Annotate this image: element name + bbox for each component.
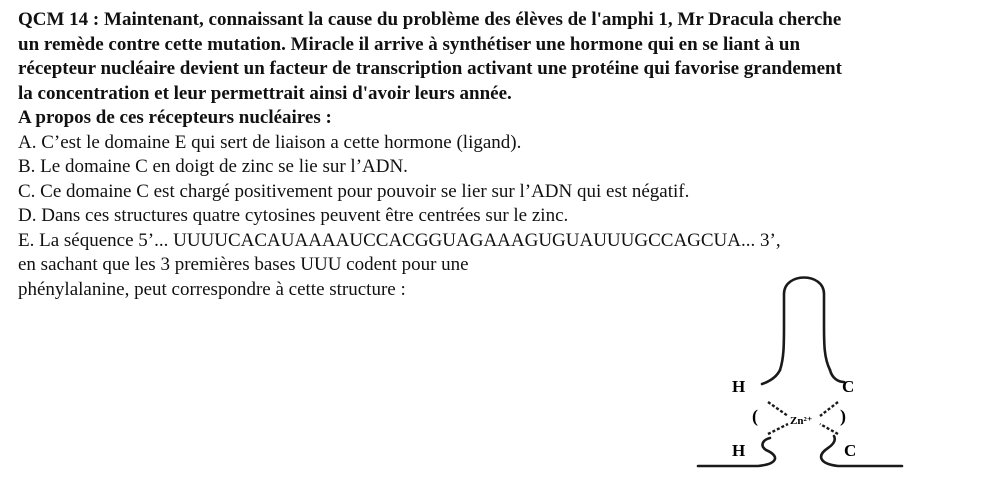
zinc-finger-svg <box>688 274 912 496</box>
question-text-block <box>18 8 988 302</box>
option-e-continuation-2: phénylalanine, peut correspondre à cette structure : <box>18 278 406 300</box>
label-zinc-ion: Zn²⁺ <box>790 415 813 427</box>
bond-cys-bottom <box>820 424 838 434</box>
label-histidine-bottom: H <box>732 441 746 460</box>
strand-upper-left <box>762 370 780 384</box>
question-subheading: A propos de ces récepteurs nucléaires : <box>18 107 332 128</box>
question-title-line-1: QCM 14 : Maintenant, connaissant la cause du problème des élèves de l'amphi 1, Mr Dracula cherche <box>18 9 842 30</box>
option-e: E. La séquence 5’... UUUUCACAUAAAAUCCACGGUAGAAAGUGUAUUUGCCAGCUA... 3’, <box>18 229 781 251</box>
zinc-finger-loop <box>780 278 830 371</box>
label-cysteine-top: C <box>842 377 855 396</box>
strand-lower-right <box>821 436 902 466</box>
option-c: C. Ce domaine C est chargé positivement pour pouvoir se lier sur l’ADN qui est négatif. <box>18 180 690 202</box>
question-title-line-4: la concentration et leur permettrait ainsi d'avoir leurs année. <box>18 82 512 104</box>
zinc-finger-diagram <box>688 274 912 496</box>
label-paren-right: ) <box>840 406 846 426</box>
label-paren-left: ( <box>752 406 758 426</box>
option-d: D. Dans ces structures quatre cytosines peuvent être centrées sur le zinc. <box>18 205 569 226</box>
question-title-line-2: un remède contre cette mutation. Miracle il arrive à synthétiser une hormone qui en se liant à un <box>18 33 801 55</box>
label-cysteine-bottom: C <box>844 441 857 460</box>
question-title-line-3: récepteur nucléaire devient un facteur de transcription activant une protéine qui favorise grandement <box>18 58 842 79</box>
bond-cys-top <box>820 402 838 416</box>
label-histidine-top: H <box>732 377 746 396</box>
bond-his-bottom <box>768 424 788 434</box>
bond-his-top <box>768 402 788 416</box>
option-a: A. C’est le domaine E qui sert de liaison a cette hormone (ligand). <box>18 131 522 153</box>
option-b: B. Le domaine C en doigt de zinc se lie sur l’ADN. <box>18 156 408 177</box>
option-e-continuation-1: en sachant que les 3 premières bases UUU codent pour une <box>18 254 469 275</box>
